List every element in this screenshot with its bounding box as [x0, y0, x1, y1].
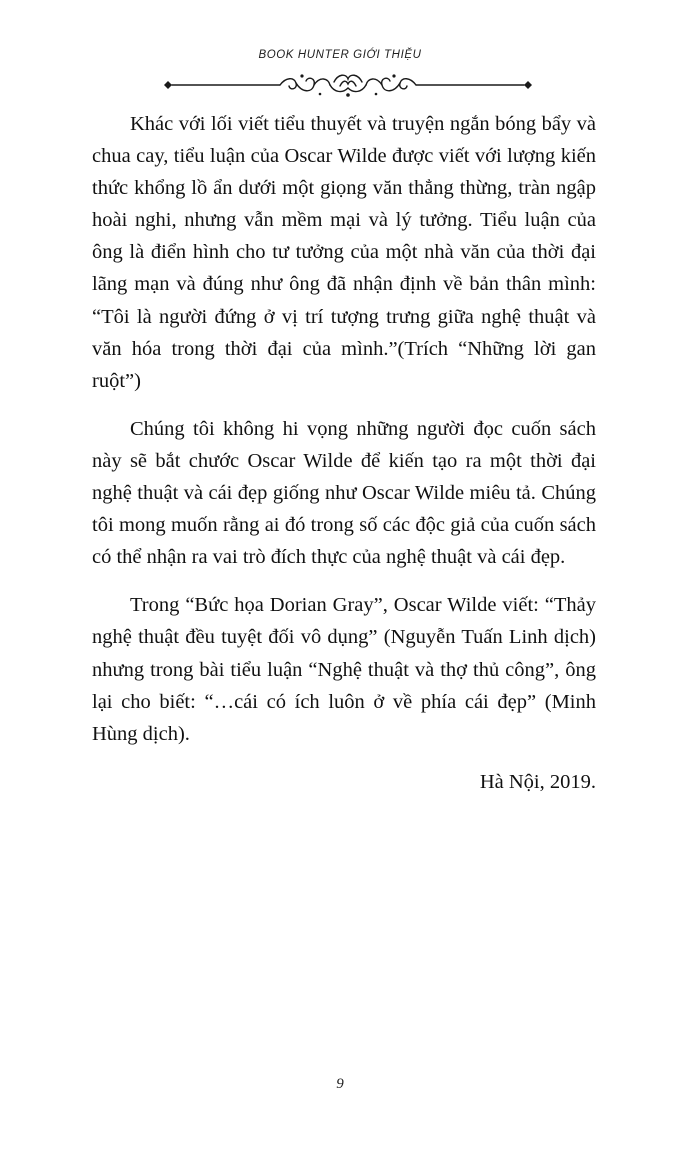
body-text: [92, 108, 596, 798]
paragraph: Trong “Bức họa Dorian Gray”, Oscar Wilde viết: “Thảy nghệ thuật đều tuyệt đối vô dụng” (Nguyễn Tuấn Linh dịch) nhưng trong bài tiểu luận “Nghệ thuật và thợ thủ công”, ông lại cho biết: “…cái có ích luôn ở về phía cái đẹp” (Minh Hùng dịch).: [92, 594, 596, 745]
running-header: BOOK HUNTER GIỚI THIỆU: [258, 49, 422, 61]
paragraph: Khác với lối viết tiểu thuyết và truyện ngắn bóng bẩy và chua cay, tiểu luận của Oscar Wilde được viết với lượng kiến thức khổng lồ ẩn dưới một giọng văn thẳng thừng, tràn ngập hoài nghi, nhưng vẫn mềm mại và lý tưởng. Tiểu luận của ông là điển hình cho tư tưởng của một nhà văn của thời đại lãng mạn và đúng như ông đã nhận định về bản thân mình: “Tôi là người đứng ở vị trí tượng trưng giữa nghệ thuật và văn hóa trong thời đại của mình.”(Trích “Những lời gan ruột”): [92, 113, 596, 392]
page-number: 9: [336, 1076, 344, 1092]
flourish-divider-icon: [162, 70, 534, 100]
signature-line: Hà Nội, 2019.: [479, 770, 596, 793]
paragraph: Chúng tôi không hi vọng những người đọc cuốn sách này sẽ bắt chước Oscar Wilde để kiến tạo ra một thời đại nghệ thuật và cái đẹp giống như Oscar Wilde miêu tả. Chúng tôi mong muốn rằng ai đó trong số các độc giả của cuốn sách có thể nhận ra vai trò đích thực của nghệ thuật và cái đẹp.: [92, 417, 596, 569]
